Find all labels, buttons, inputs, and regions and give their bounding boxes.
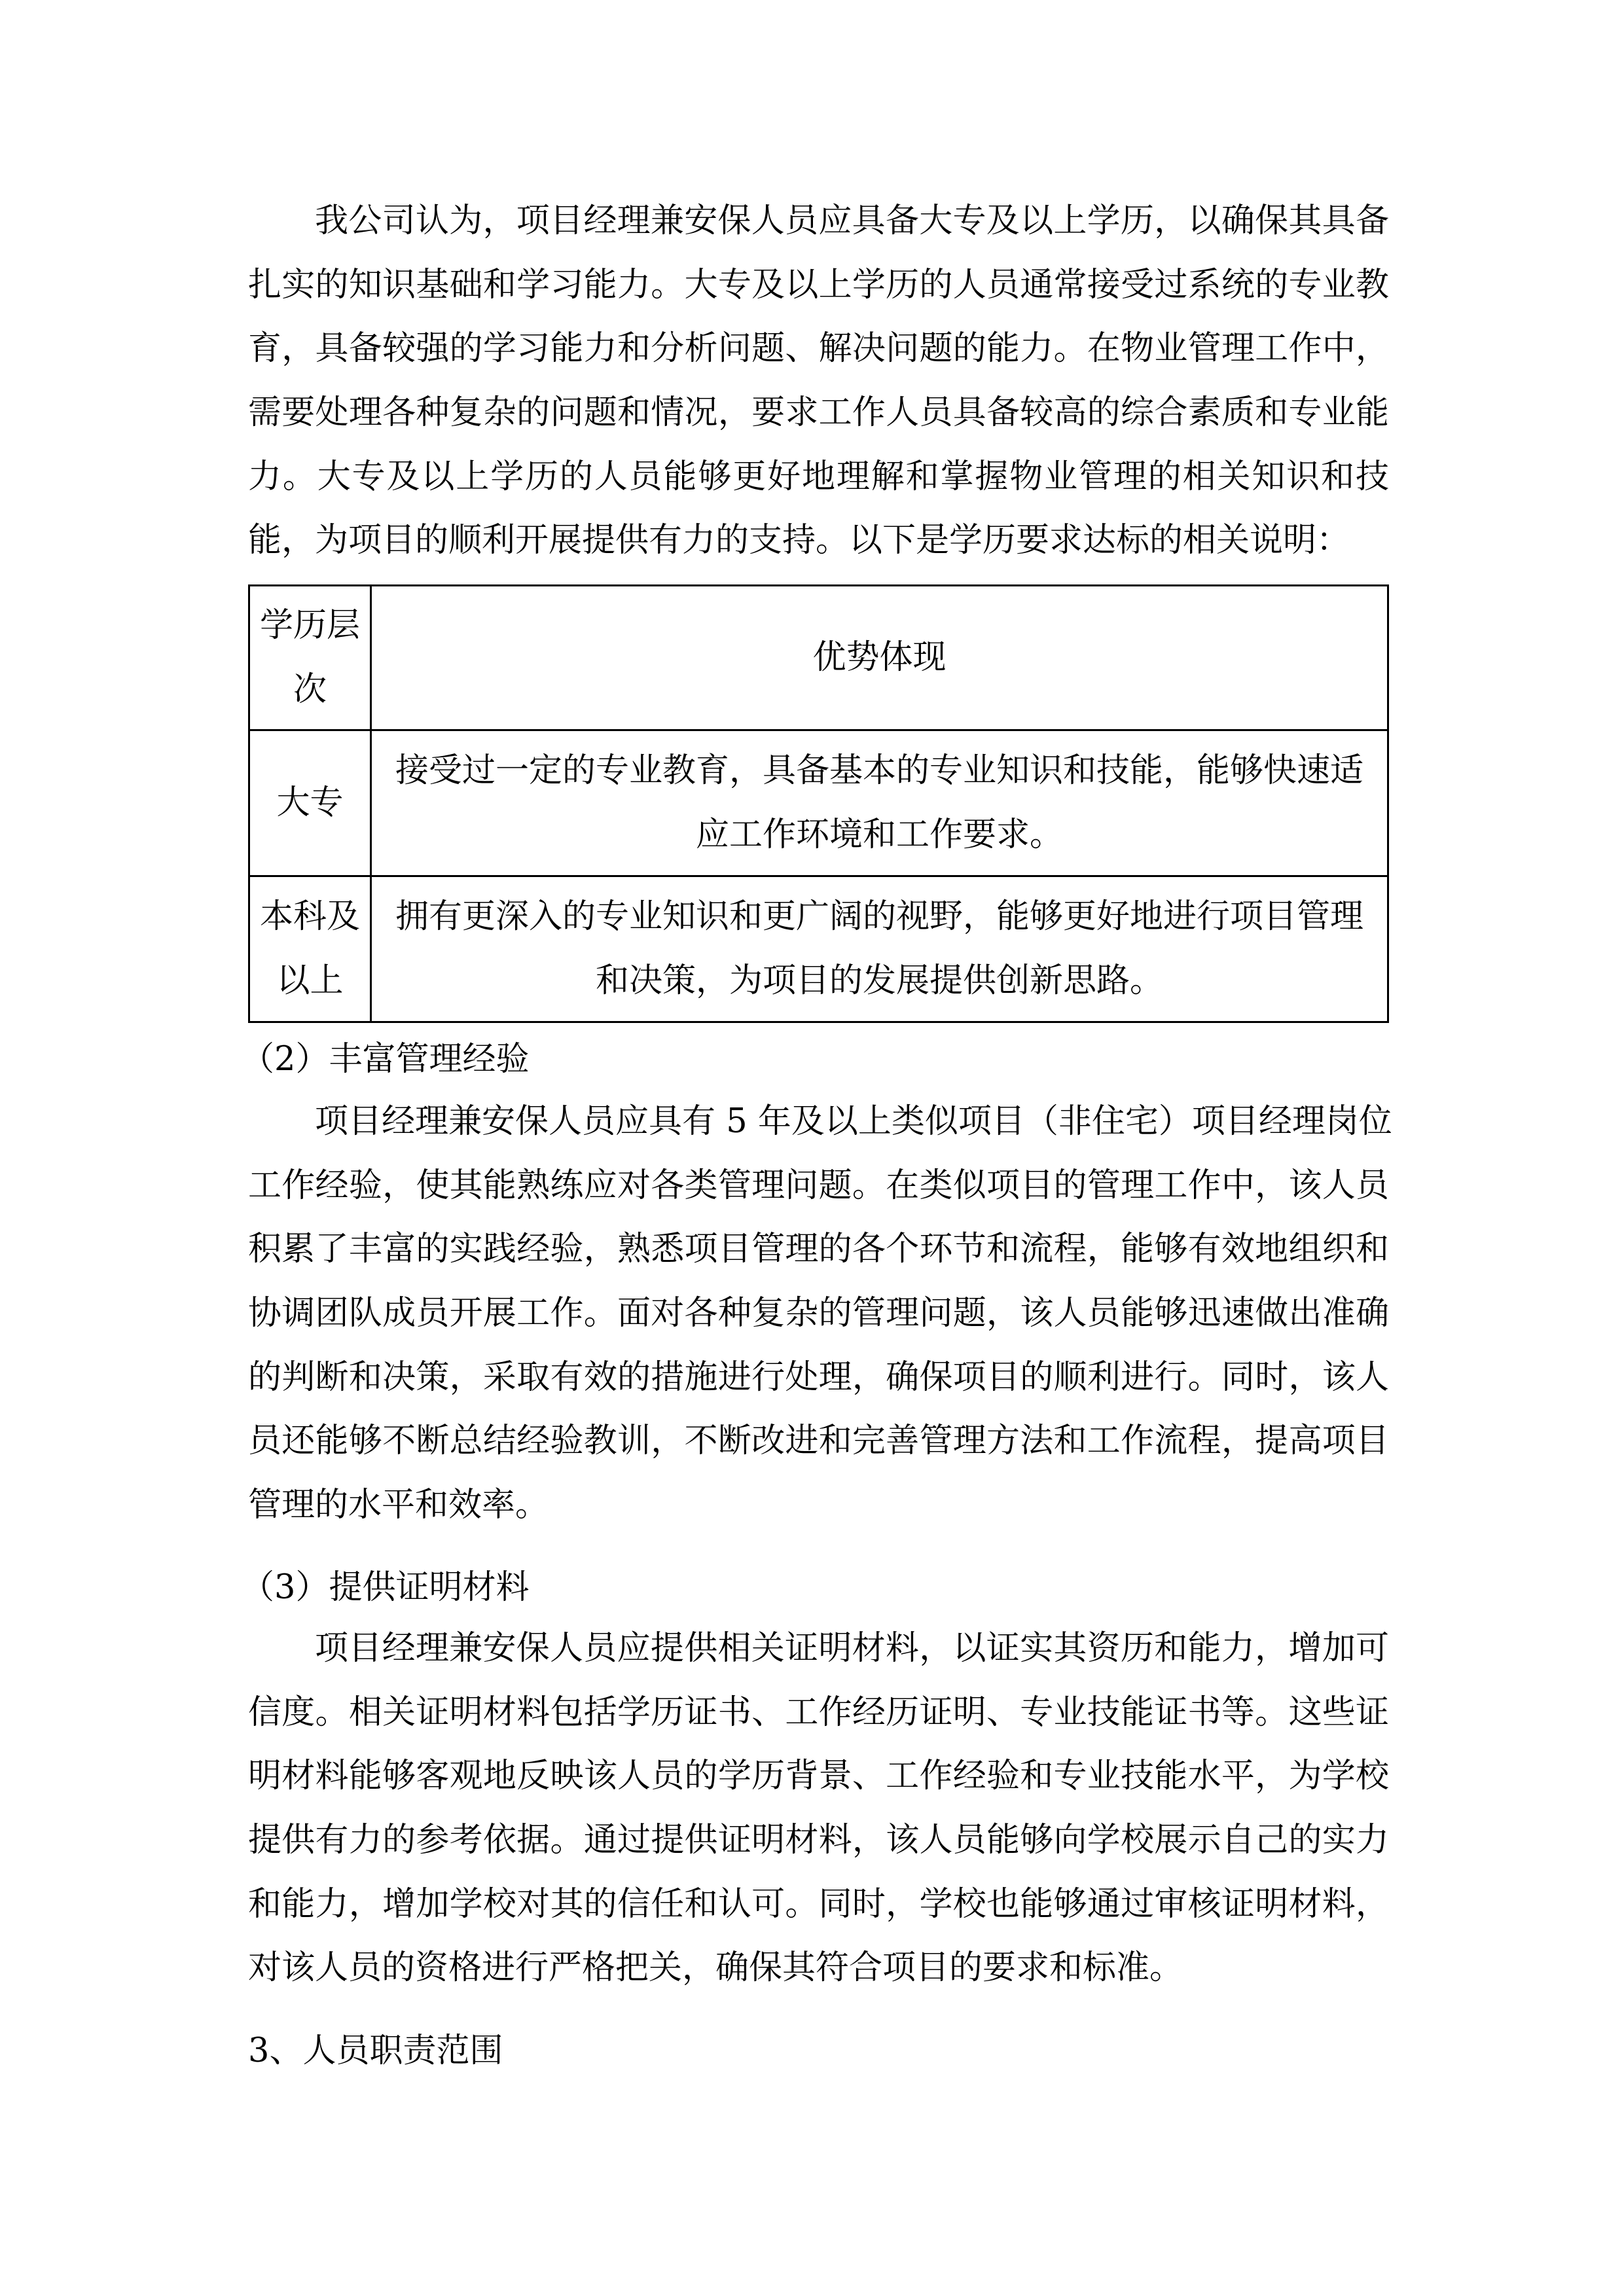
cell-level: 本科及以上 xyxy=(259,897,360,1000)
text-line: 我公司认为，项目经理兼安保人员应具备大专及以上学历，以确保其具备 xyxy=(315,202,1389,240)
text-line: 力。大专及以上学历的人员能够更好地理解和掌握物业管理的相关知识和技 xyxy=(248,457,1389,496)
table-header-row xyxy=(249,586,1388,730)
heading-experience: （2）丰富管理经验 xyxy=(241,1040,530,1079)
text-line: 项目经理兼安保人员应具有 5 年及以上类似项目（非住宅）项目经理岗位 xyxy=(315,1102,1392,1141)
text-line: 对该人员的资格进行严格把关，确保其符合项目的要求和标准。 xyxy=(248,1948,1183,1988)
table-row xyxy=(249,876,1388,1022)
cell-advantage: 拥有更深入的专业知识和更广阔的视野，能够更好地进行项目管理和决策，为项目的发展提供创新思路。 xyxy=(395,897,1363,1000)
paragraph-experience xyxy=(248,1090,1392,1537)
text-line: 和能力，增加学校对其的信任和认可。同时，学校也能够通过审核证明材料， xyxy=(248,1884,1389,1924)
text-line: 能，为项目的顺利开展提供有力的支持。以下是学历要求达标的相关说明： xyxy=(248,521,1350,560)
text-line: 需要处理各种复杂的问题和情况，要求工作人员具备较高的综合素质和专业能 xyxy=(248,393,1389,433)
text-line: 积累了丰富的实践经验，熟悉项目管理的各个环节和流程，能够有效地组织和 xyxy=(248,1230,1389,1269)
text-line: 提供有力的参考依据。通过提供证明材料，该人员能够向学校展示自己的实力 xyxy=(248,1821,1389,1860)
text-line: 项目经理兼安保人员应提供相关证明材料，以证实其资历和能力，增加可 xyxy=(315,1629,1389,1668)
paragraph-certificates xyxy=(248,1617,1389,2000)
text-line: 信度。相关证明材料包括学历证书、工作经历证明、专业技能证书等。这些证 xyxy=(248,1693,1389,1732)
paragraph-education xyxy=(248,189,1389,573)
text-line: 扎实的知识基础和学习能力。大专及以上学历的人员通常接受过系统的专业教 xyxy=(248,265,1389,304)
header-education-level: 学历层次 xyxy=(259,606,360,709)
cell-advantage: 接受过一定的专业教育，具备基本的专业知识和技能，能够快速适应工作环境和工作要求。 xyxy=(395,751,1363,854)
text-line: 的判断和决策，采取有效的措施进行处理，确保项目的顺利进行。同时，该人 xyxy=(248,1357,1389,1397)
section-heading-responsibilities: 3、人员职责范围 xyxy=(248,2032,503,2070)
cell-level: 大专 xyxy=(276,783,344,823)
text-line: 明材料能够客观地反映该人员的学历背景、工作经验和专业技能水平，为学校 xyxy=(248,1757,1389,1796)
text-line: 协调团队成员开展工作。面对各种复杂的管理问题，该人员能够迅速做出准确 xyxy=(248,1294,1389,1333)
text-line: 管理的水平和效率。 xyxy=(248,1486,549,1525)
header-advantage: 优势体现 xyxy=(812,638,947,677)
education-table xyxy=(248,584,1389,1023)
text-line: 工作经验，使其能熟练应对各类管理问题。在类似项目的管理工作中，该人员 xyxy=(248,1166,1389,1205)
heading-certificates: （3）提供证明材料 xyxy=(241,1568,530,1607)
text-line: 员还能够不断总结经验教训，不断改进和完善管理方法和工作流程，提高项目 xyxy=(248,1422,1389,1461)
text-line: 育，具备较强的学习能力和分析问题、解决问题的能力。在物业管理工作中， xyxy=(248,329,1389,368)
table-row xyxy=(249,730,1388,876)
